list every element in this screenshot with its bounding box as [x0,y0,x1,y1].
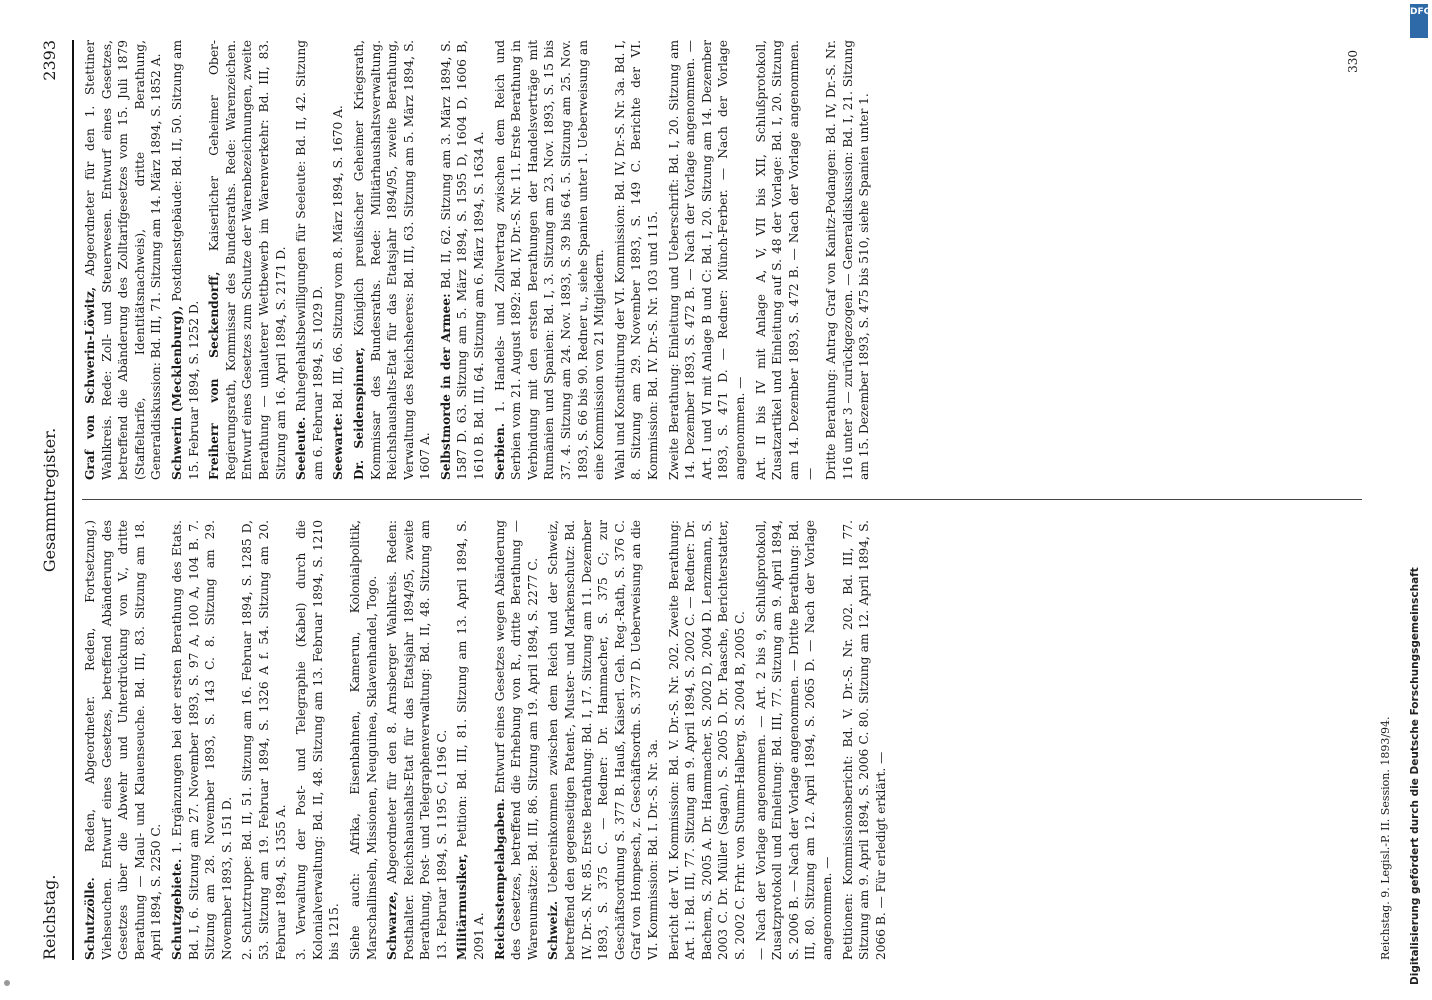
entry-text: Ruhegehaltsbewilligungen für Seeleute: Bd. II, 42. Sitzung am 6. Februar 1894, S. 1029 D. [294,40,325,480]
entry-text: Zweite Berathung: Einleitung und Ueberschrift: Bd. I, 20. Sitzung am 14. Dezember 1893, S. 472 B. — Nach der Vorlage angenommen. — Art. I und VI mit Anlage B und C: Bd. I, 20. Sitzung am 14. Dezember 1893, S. 471 D. — Redner: Münch-Ferber. — Nach der Vorlage angenommen. — [666,40,747,480]
register-entry [82,520,165,960]
entry-text: 1. Ergänzungen bei der ersten Berathung des Etats. Bd. I, 6. Sitzung am 27. November 1893, S. 97 A, 100 A, 104 B. 7. Sitzung am 28. November 1893, S. 143 C. 8. Sitzung am 29. November 1893, S. 151 D. [169,520,234,960]
entry-text: Bd. II, 62. Sitzung am 3. März 1894, S. 1587 D. 63. Sitzung am 5. März 1894, S. 1595 D, 1604 D, 1606 B, 1610 B. Bd. III, 64. Sitzung am 6. März 1894, S. 1634 A. [438,40,487,480]
entry-heading: Schwerin (Mecklenburg), [169,305,184,480]
entry-text: Abgeordneter für den 8. Arnsberger Wahlkreis. Reden: Posthalter. Reichshaushalts-Etat für das Etatsjahr 1894/95, zweite Berathung, Post- und Telegraphenverwaltung: Bd. II, 48. Sitzung am 13. Februar 1894, S. 1195 C, 1196 C. [385,520,449,960]
entry-heading: Schweiz. [546,900,561,960]
page-number-bottom: 330 [1346,50,1360,73]
entry-text: Uebereinkommen zwischen dem Reich und der Schweiz, betreffend den gegenseitigen Patent-, Muster- und Markenschutz: Bd. IV. Dr.-S. Nr. 85. Erste Berathung: Bd. I, 17. Sitzung am 11. Dezember 1893, S. 375 C. — Redner: Dr. Hammacher, S. 375 C; zur Geschäftsordnung S. 377 B. Hauß, Kaiserl. Geh. Reg.-Rath, S. 376 C. Graf von Hompesch, z. Geschäftsordn. S. 377 D. Ueberweisung an die VI. Kommission: Bd. I. Dr.-S. Nr. 3a. [546,520,660,960]
entry-heading: Reichsstempelabgaben. [492,798,507,960]
entry-heading: Schutzgebiete. [169,858,184,960]
register-entry [666,520,749,960]
header-title: Gesammtregister. [40,427,59,573]
entry-text: Bericht der VI. Kommission: Bd. V. Dr.-S. Nr. 202. Zweite Berathung: Art. 1: Bd. III, 77. Sitzung am 9. April 1894, S. 2002 C. — Redner: Dr. Bachem, S. 2005 A. Dr. Hammacher, S. 2002 D, 2004 D. Lenzmann, S. 2003 C. Dr. Müller (Sagan), S. 2005 D. Dr. Paasche, Berichterstatter, S. 2002 C. Frhr. von Stumm-Halberg, S. 2004 B, 2005 C. [666,520,747,960]
entry-heading: Schutzzölle. [83,877,97,960]
register-entry [492,520,542,960]
entry-text: 3. Verwaltung der Post- und Telegraphie (Kabel) durch die Kolonialverwaltung: Bd. II, 48. Sitzung am 13. Februar 1894, S. 1210 bis 1215. [294,520,342,960]
header-page-number: 2393 [40,40,59,81]
entry-heading: Graf von Schwerin-Löwitz, [83,286,97,480]
page-header [30,40,70,960]
register-entry [384,520,450,960]
register-entry [840,520,890,960]
entry-heading: Militärmusiker, [455,853,470,960]
entry-heading: Serbien. [492,423,507,480]
entry-text: 1. Handels- und Zollvertrag zwischen dem Reich und Serbien vom 21. August 1892: Bd. IV, Dr.-S. Nr. 11. Erste Berathung in Verbindung mit den ersten Berathungen der Handelsverträge mit Rumänien und Spanien: Bd. I, 3. Sitzung am 23. Nov. 1893, S. 15 bis 37. 4. Sitzung am 24. Nov. 1893, S. 39 bis 64. 5. Sitzung am 25. Nov. 1893, S. 66 bis 90. Redner u., siehe Spanien unter 1. Ueberweisung an eine Kommission von 21 Mitgliedern. [492,40,607,480]
register-entry [753,40,819,480]
entry-text: Bd. III, 66. Sitzung vom 8. März 1894, S. 1670 A. [331,105,346,410]
entry-text: Wahl und Konstituirung der VI. Kommission: Bd. IV, Dr.-S. Nr. 3a. Bd. I, 8. Sitzung am 29. November 1893, S. 149 C. Berichte der VI. Kommission: Bd. IV. Dr.-S. Nr. 103 und 115. [612,40,660,480]
entry-text: 2. Schutztruppe: Bd. II, 51. Sitzung am 16. Februar 1894, S. 1285 D, 53. Sitzung am 19. Februar 1894, S. 1326 A f. 54. Sitzung am 20. Februar 1894, S. 1355 A. [240,520,288,960]
register-entry [351,40,434,480]
entry-text: Art. II bis IV mit Anlage A, V, VII bis XII, Schlußprotokoll, Zusatzartikel und Einleitung auf S. 48 der Vorlage: Bd. I, 20. Sitzung am 14. Dezember 1893, S. 472 B. — Nach der Vorlage angenommen. — [753,40,818,480]
entry-heading: Seeleute. [294,416,309,480]
header-rule [72,40,74,960]
header-left: Reichstag. [40,874,59,960]
entry-text: Reden, Abgeordneter. Reden, Fortsetzung.) Viehseuchen. Entwurf eines Gesetzes, betreffend Abänderung des Gesetzes über die Abwehr und Unterdrückung von V., dritte Berathung — Maul- und Klauenseuche. Bd. III, 83. Sitzung am 18. April 1894, S. 2250 C. [83,520,164,960]
left-column [82,520,1372,960]
entry-text: Kaiserlicher Geheimer Ober-Regierungsrath, Kommissar des Bundesraths. Rede: Warenzeichen. Entwurf eines Gesetzes zum Schutze der Warenbezeichnungen, zweite Berathung — unlauterer Wettbewerb im Warenverkehr: Bd. III, 83. Sitzung am 16. April 1894, S. 2171 D. [207,40,288,480]
entry-heading: Dr. Seidenspinner, [351,346,366,480]
register-entry [612,40,662,480]
entry-text: — Nach der Vorlage angenommen. — Art. 2 bis 9, Schlußprotokoll, Zusatzprotokoll und Einleitung: Bd. III, 77. Sitzung am 9. April 1894, S. 2006 B. — Nach der Vorlage angenommen. — Dritte Berathung: Bd. III, 80. Sitzung am 12. April 1894, S. 2065 D. — Nach der Vorlage angenommen. — [753,520,834,960]
register-entry [823,40,873,480]
page-footer: Reichstag. 9. Legisl.-P. II. Session. 1893/94. [1379,716,1392,960]
entry-heading: Schwarze, [385,891,400,960]
register-entry [347,520,380,960]
entry-heading: Seewarte: [331,412,346,480]
register-entry [330,40,347,480]
column-divider [82,499,1362,500]
dfg-logo: DFG [1410,4,1428,38]
entry-text: Siehe auch: Afrika, Eisenbahnen, Kamerun, Kolonialpolitik, Marschallinseln, Missionen, Neuguinea, Sklavenhandel, Togo. [347,520,379,960]
register-entry [438,40,488,480]
register-entry [169,520,235,960]
entry-text: Entwurf eines Gesetzes wegen Abänderung des Gesetzes, betreffend die Erhebung von R., dritte Berathung — Warenumsätze: Bd. III, 86. Sitzung am 19. April 1894, S. 2277 C. [492,520,540,960]
register-entry [239,520,289,960]
register-entry [82,40,165,480]
entry-text: Petition: Bd. III, 81. Sitzung am 13. April 1894, S. 2091 A. [455,520,487,960]
digitization-sidebar [1406,0,1432,1000]
scan-punch-hole [4,980,10,986]
register-entry [545,520,661,960]
register-entry [293,520,343,960]
register-entry [492,40,608,480]
entry-text: Postdienstgebäude: Bd. II, 50. Sitzung am 15. Februar 1894, S. 1252 D. [169,40,201,480]
register-entry [293,40,326,480]
digitization-notice: Digitalisierung gefördert durch die Deutsche Forschungsgemeinschaft [1409,567,1421,985]
entry-heading: Selbstmorde in der Armee: [438,293,453,480]
register-entry [753,520,836,960]
entry-text: Königlich preußischer Geheimer Kriegsrath, Kommissar des Bundesraths. Rede: Militärhaushaltsverwaltung. Reichshaushalts-Etat für das Etatsjahr 1894/95, zweite Berathung, Verwaltung des Reichsheeres: Bd. III, 63. Sitzung am 5. März 1894, S. 1607 A. [351,40,433,480]
entry-heading: Freiherr von Seckendorff, [207,271,222,480]
register-entry [169,40,202,480]
entry-text: Dritte Berathung: Antrag Graf von Kanitz-Podangen: Bd. IV, Dr.-S. Nr. 116 unter 3 — zurückgezogen. — Generaldiskussion: Bd. I, 21. Sitzung am 15. Dezember 1893, S. 475 bis 510, siehe Spanien unter 1. [823,40,872,480]
entry-text: Petitionen: Kommissionsbericht: Bd. V. Dr.-S. Nr. 202. Bd. III, 77. Sitzung am 9. April 1894, S. 2006 C. 80. Sitzung am 12. April 1894, S. 2066 B. — Für erledigt erklärt. — [840,520,888,960]
register-entry [206,40,289,480]
register-entry [666,40,749,480]
document-page [20,20,1400,980]
entry-text: Abgeordneter für den 1. Stettiner Wahlkreis. Rede: Zoll- und Steuerwesen. Entwurf eines Gesetzes, betreffend die Abänderung des Zolltarifgesetzes vom 15. Juli 1879 (Staffeltarife, Identitätsnachweis), dritte Berathung, Generaldiskussion: Bd. III, 71. Sitzung am 14. März 1894, S. 1852 A. [83,40,164,480]
right-column [82,40,1372,480]
register-entry [454,520,487,960]
